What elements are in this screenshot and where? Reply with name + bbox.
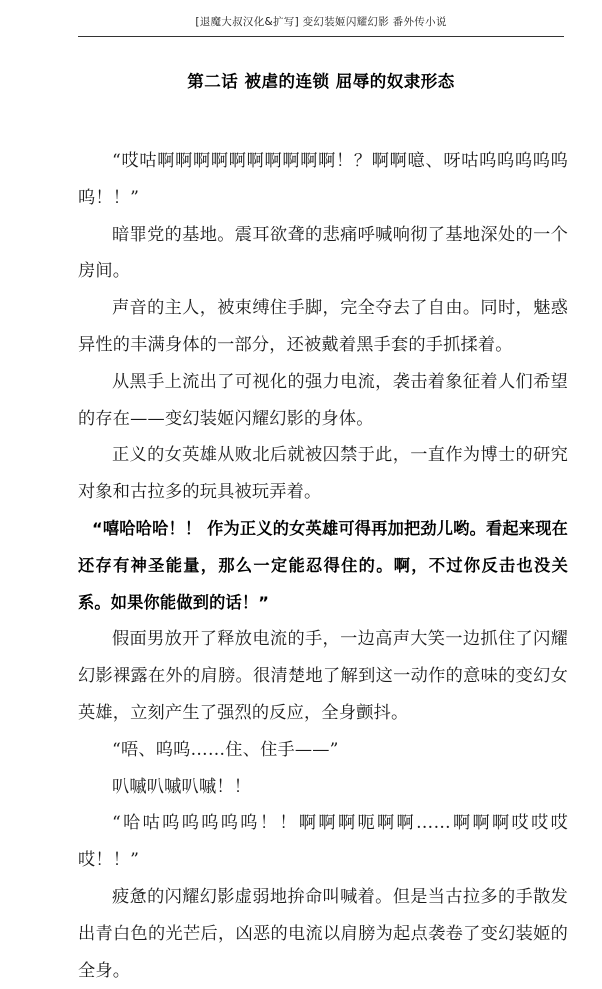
running-header: [退魔大叔汉化&扩写] 变幻装姬闪耀幻影 番外传小说	[195, 16, 447, 28]
story-body	[78, 143, 568, 989]
paragraph-electric-hand: 从黑手上流出了可视化的强力电流，袭击着象征着人们希望的存在——变幻装姬闪耀幻影的身体。	[78, 371, 568, 429]
header-divider	[78, 36, 564, 37]
paragraph-plea: “唔、呜呜……住、住手——”	[112, 739, 339, 760]
paragraph-captive-heroine: 正义的女英雄从败北后就被囚禁于此，一直作为博士的研究对象和古拉多的玩具被玩弄着。	[78, 445, 568, 503]
paragraph-base: 暗罪党的基地。震耳欲聋的悲痛呼喊响彻了基地深处的一个房间。	[78, 224, 568, 282]
paragraph-scream-1: “哎咕啊啊啊啊啊啊啊啊啊啊！？啊啊噫、呀咕呜呜呜呜呜呜！！”	[78, 151, 568, 208]
chapter-title: 第二话 被虐的连锁 屈辱的奴隶形态	[187, 72, 455, 91]
paragraph-sound-effect: 叭嘁叭嘁叭嘁！！	[112, 776, 252, 797]
paragraph-bound: 声音的主人，被束缚住手脚，完全夺去了自由。同时，魅惑异性的丰满身体的一部分，还被戴着黑手套的手抓揉着。	[78, 298, 568, 355]
paragraph-grab-shoulder: 假面男放开了释放电流的手，一边高声大笑一边抓住了闪耀幻影裸露在外的肩膀。很清楚地了解到这一动作的意味的变幻女英雄，立刻产生了强烈的反应，全身颤抖。	[78, 629, 568, 723]
paragraph-villain-taunt: “嘻哈哈哈！！ 作为正义的女英雄可得再加把劲儿哟。看起来现在还存有神圣能量，那么一定能忍得住的。啊，不过你反击也没关系。如果你能做到的话！”	[78, 518, 568, 612]
paragraph-current-spreads: 疲惫的闪耀幻影虚弱地拚命叫喊着。但是当古拉多的手散发出青白色的光芒后，凶恶的电流以肩膀为起点袭卷了变幻装姬的全身。	[78, 886, 568, 981]
paragraph-scream-2: “哈咕呜呜呜呜呜！！啊啊啊呃啊啊……啊啊啊哎哎哎哎！！”	[78, 813, 568, 871]
